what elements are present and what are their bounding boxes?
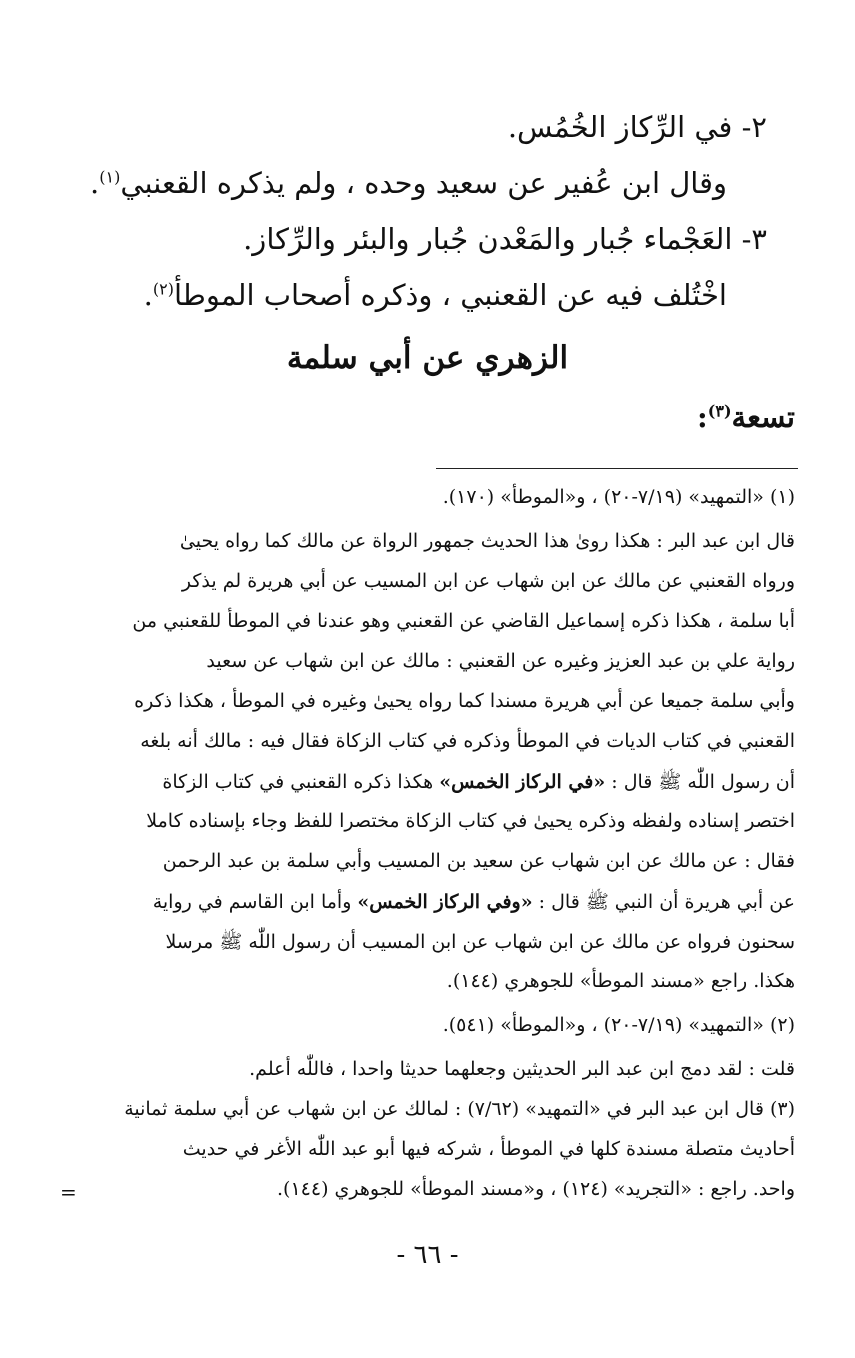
footnote-1-line-10 [153,890,795,918]
page-number: - ٦٦ - [396,1240,459,1270]
narration-text-2: اخْتُلف فيه عن القعنبي ، وذكره أصحاب الموطأ [173,278,727,312]
fn1-line7-part-c: هكذا ذكره القعنبي في كتاب الزكاة [162,771,434,793]
count-colon: : [697,400,708,434]
fn1-line10-quote: «وفي الركاز الخمس» [357,891,533,913]
fn1-line10-part-c: وأما ابن القاسم في رواية [152,891,352,913]
count-label: تسعة [731,400,795,434]
footnote-3-line-1: أحاديث متصلة مسندة كلها في الموطأ ، شركه فيها أبو عبد اللّٰه الأغر في حديث [182,1138,795,1160]
footnote-2-head: (٢) «التمهيد» (٧/١٩-٢٠) ، و«الموطأ» (٥٤١). [442,1014,795,1036]
narration-line-1 [90,166,727,200]
footnote-1-line-1: قال ابن عبد البر : هكذا روىٰ هذا الحديث جمهور الرواة عن مالك كما رواه يحيىٰ [179,530,795,552]
footnote-1-line-6: القعنبي في كتاب الديات في الموطأ وذكره في كتاب الزكاة فقال فيه : مالك أنه بلغه [140,730,795,752]
footnote-1-line-2: ورواه القعنبي عن مالك عن ابن شهاب عن ابن المسيب عن أبي هريرة لم يذكر [181,570,795,592]
footnote-ref-1: (١) [99,167,121,187]
footnote-1-line-4: رواية علي بن عبد العزيز وغيره عن القعنبي : مالك عن ابن شهاب عن سعيد [206,650,795,672]
footnote-1-line-8: اختصر إسناده ولفظه وذكره يحيىٰ في كتاب الزكاة مختصرا للفظ وجاء بإسناده كاملا [146,810,795,832]
fn1-line7-part-a: أن رسول اللّٰه ﷺ قال : [611,771,795,793]
narration-period-2: . [143,278,153,312]
section-heading: الزهري عن أبي سلمة [286,340,569,376]
count-line [697,400,795,434]
narration-period: . [90,166,100,200]
footnote-1-line-5: وأبي سلمة جميعا عن أبي هريرة مسندا كما رواه يحيىٰ وغيره في الموطأ ، هكذا ذكره [134,690,795,712]
footnote-1-line-7 [162,770,795,798]
narration-line-2 [144,278,727,312]
fn1-line7-quote: «في الركاز الخمس» [439,771,606,793]
footnote-3-line-2: واحد. راجع : «التجريد» (١٢٤) ، و«مسند الموطأ» للجوهري (١٤٤). [277,1178,795,1200]
item-3-line: ٣- العَجْماء جُبار والمَعْدن جُبار والبئر والرِّكاز. [243,222,767,256]
footnote-1-line-12: هكذا. راجع «مسند الموطأ» للجوهري (١٤٤). [446,970,795,992]
footnote-ref-2: (٢) [152,279,174,299]
footnote-1-head: (١) «التمهيد» (٧/١٩-٢٠) ، و«الموطأ» (١٧٠). [442,486,795,508]
footnote-1-line-11: سحنون فرواه عن مالك عن ابن شهاب عن ابن المسيب أن رسول اللّٰه ﷺ مرسلا [165,931,795,953]
footnote-2-line-1: قلت : لقد دمج ابن عبد البر الحديثين وجعلهما حديثا واحدا ، فاللّٰه أعلم. [249,1058,795,1080]
footnote-3-head: (٣) قال ابن عبد البر في «التمهيد» (٧/٦٢) : لمالك عن ابن شهاب عن أبي سلمة ثمانية [124,1098,795,1120]
fn1-line10-part-a: عن أبي هريرة أن النبي ﷺ قال : [538,891,795,913]
item-2-line: ٢- في الرِّكاز الخُمُس. [507,110,767,144]
footnote-ref-3: (٣) [707,401,732,421]
footnote-separator [436,468,798,469]
footnote-1-line-9: فقال : عن مالك عن ابن شهاب عن سعيد بن المسيب وأبي سلمة بن عبد الرحمن [162,850,795,872]
footnote-1-line-3: أبا سلمة ، هكذا ذكره إسماعيل القاضي عن القعنبي وهو عندنا في الموطأ للقعنبي من [132,610,795,632]
narration-text: وقال ابن عُفير عن سعيد وحده ، ولم يذكره القعنبي [120,166,727,200]
continuation-mark: = [60,1180,77,1204]
